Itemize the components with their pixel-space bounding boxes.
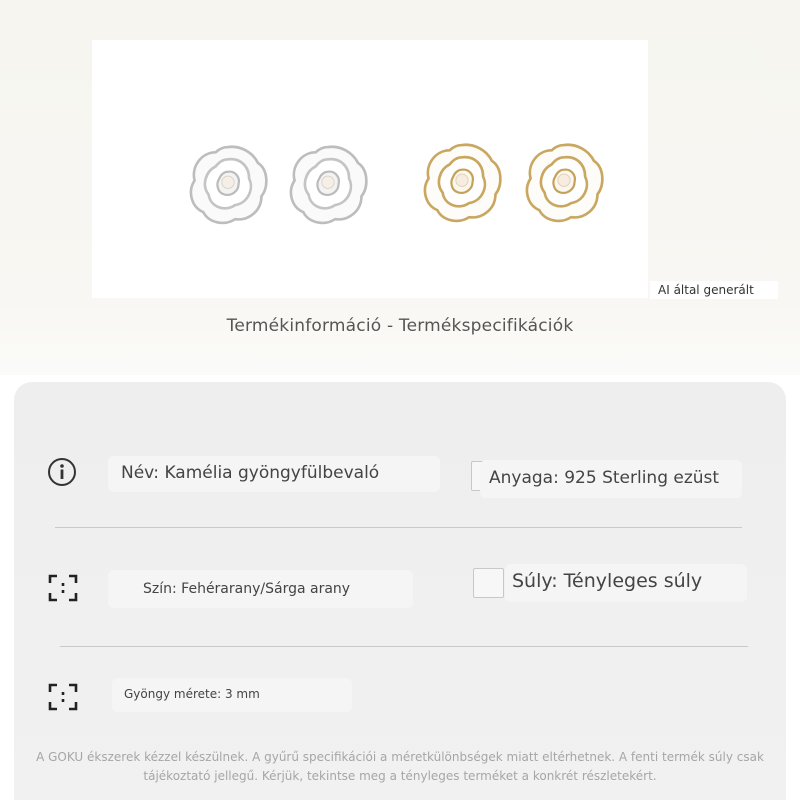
spec-name: Név: Kamélia gyöngyfülbevaló	[121, 463, 380, 483]
spec-material: Anyaga: 925 Sterling ezüst	[489, 468, 720, 488]
divider	[60, 646, 748, 647]
scan-frame-icon	[48, 574, 78, 602]
scan-frame-icon	[48, 683, 78, 711]
info-icon	[47, 457, 77, 487]
silver-camellia-earring-left	[184, 140, 272, 228]
gold-camellia-earring-left	[418, 138, 506, 226]
divider	[55, 527, 742, 528]
gold-camellia-earring-right	[520, 138, 608, 226]
ai-generated-label: AI által generált	[650, 281, 778, 299]
disclaimer-text: A GOKU ékszerek kézzel készülnek. A gyűrű specifikációi a méretkülönbségek miatt eltérhetnek. A fenti termék súly csak tájékoztató jellegű. Kérjük, tekintse meg a tényleges terméket a konkrét részletekért.	[36, 750, 764, 783]
spec-weight: Súly: Tényleges súly	[512, 570, 703, 592]
spec-color: Szín: Fehérarany/Sárga arany	[143, 581, 351, 597]
spec-pearl-size: Gyöngy mérete: 3 mm	[124, 687, 260, 701]
section-caption: Termékinformáció - Termékspecifikációk	[226, 316, 574, 336]
silver-camellia-earring-right	[284, 140, 372, 228]
product-photo	[92, 40, 648, 298]
checkbox-outline-icon	[473, 568, 504, 598]
